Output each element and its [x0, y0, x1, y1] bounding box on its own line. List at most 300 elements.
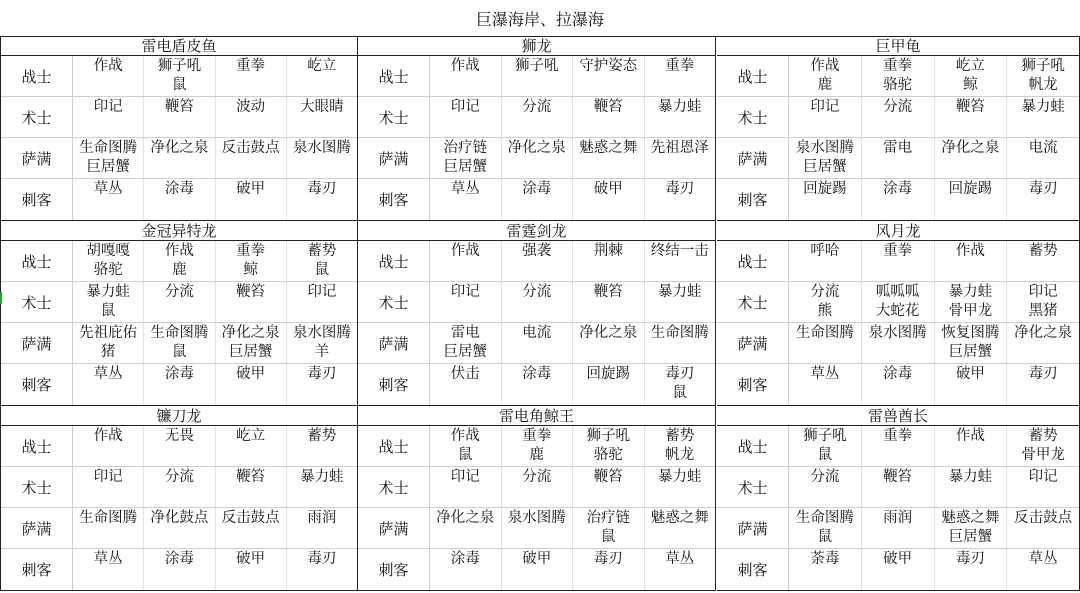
skill-name: 无畏: [164, 428, 194, 444]
skill-cell[interactable]: [789, 282, 862, 322]
pet-name: 鼠: [601, 529, 616, 545]
skill-cell[interactable]: [789, 426, 862, 466]
skill-name: 涂毒: [164, 551, 194, 567]
skill-name: 反击鼓点: [221, 510, 280, 526]
skill-cell[interactable]: [73, 549, 144, 590]
skill-name: 作战: [955, 243, 985, 259]
pet-name: 巨居蟹: [443, 344, 487, 360]
class-label: 萨满: [1, 138, 73, 178]
skill-cell[interactable]: [862, 97, 935, 137]
skill-cell[interactable]: [73, 426, 144, 466]
skill-name: 印记: [93, 469, 123, 485]
skill-cell[interactable]: [502, 549, 574, 590]
skill-cell[interactable]: [573, 323, 645, 363]
skill-cell[interactable]: [862, 56, 935, 96]
class-row: [358, 323, 715, 364]
class-row: [358, 282, 715, 323]
skill-name: 印记: [93, 99, 123, 115]
boss-name: 雷电角鲸王: [358, 406, 715, 426]
skill-cell[interactable]: [789, 97, 862, 137]
skill-cell[interactable]: [73, 179, 144, 220]
class-label: 萨满: [358, 138, 430, 178]
skill-cell[interactable]: [430, 179, 502, 220]
skill-name: 草丛: [810, 366, 840, 382]
skill-cell[interactable]: [935, 426, 1008, 466]
skill-cell[interactable]: [73, 97, 144, 137]
skill-name: 作战: [93, 428, 123, 444]
skill-cell[interactable]: [645, 138, 716, 178]
skill-name: 生命图腾: [795, 510, 854, 526]
skill-name: 泉水图腾: [795, 140, 854, 156]
skill-cell[interactable]: [216, 138, 287, 178]
class-row: [1, 179, 357, 220]
skill-name: 分流: [164, 469, 194, 485]
skill-name: 重拳: [883, 243, 913, 259]
skill-cell[interactable]: [573, 138, 645, 178]
skill-cell[interactable]: [862, 282, 935, 322]
skill-cell[interactable]: [502, 138, 574, 178]
skill-name: 净化之泉: [221, 325, 280, 341]
pet-name: 猪: [100, 344, 116, 360]
class-row: [1, 508, 357, 549]
skill-cell[interactable]: [144, 138, 215, 178]
skill-name: 净化之泉: [507, 140, 566, 156]
skill-cell[interactable]: [935, 179, 1008, 220]
class-label: 战士: [717, 426, 789, 466]
skill-name: 破甲: [236, 551, 266, 567]
skill-cell[interactable]: [573, 364, 645, 405]
skill-cell[interactable]: [502, 364, 574, 405]
skill-cell[interactable]: [287, 467, 357, 507]
skill-cell[interactable]: [144, 364, 215, 405]
skill-name: 蓄势: [307, 243, 337, 259]
class-label: 战士: [358, 241, 430, 281]
skill-name: 作战: [810, 58, 840, 74]
skill-cell[interactable]: [287, 323, 357, 363]
skill-cell[interactable]: [73, 56, 144, 96]
class-row: [358, 56, 715, 97]
skill-cell[interactable]: [502, 282, 574, 322]
skill-name: 伏击: [450, 366, 480, 382]
skill-name: 反击鼓点: [221, 140, 280, 156]
skill-cell[interactable]: [502, 426, 574, 466]
skill-name: 破甲: [236, 366, 266, 382]
class-label: 战士: [1, 56, 73, 96]
skill-cell[interactable]: [1007, 467, 1079, 507]
skill-name: 作战: [450, 58, 480, 74]
skill-cell[interactable]: [935, 549, 1008, 590]
skill-name: 魅惑之舞: [579, 140, 638, 156]
skill-cell[interactable]: [144, 467, 215, 507]
skill-name: 印记: [450, 469, 480, 485]
skill-cell[interactable]: [862, 323, 935, 363]
skill-cell[interactable]: [789, 56, 862, 96]
boss-block: [717, 406, 1080, 591]
skill-name: 生命图腾: [79, 510, 138, 526]
skill-name: 生命图腾: [79, 140, 138, 156]
pet-name: 巨居蟹: [228, 344, 273, 360]
class-label: 萨满: [717, 508, 789, 548]
skill-cell[interactable]: [430, 138, 502, 178]
skill-cell[interactable]: [573, 179, 645, 220]
skill-cell[interactable]: [73, 467, 144, 507]
skill-name: 重拳: [236, 243, 266, 259]
class-label: 刺客: [1, 179, 73, 220]
skill-cell[interactable]: [645, 323, 716, 363]
skill-cell[interactable]: [216, 549, 287, 590]
skill-name: 印记: [450, 99, 480, 115]
pet-name: 巨居蟹: [443, 159, 487, 175]
boss-name: 雷兽酋长: [717, 406, 1079, 426]
skill-cell[interactable]: [1007, 138, 1079, 178]
skill-name: 重拳: [883, 428, 913, 444]
skill-name: 破甲: [522, 551, 552, 567]
boss-block: [358, 36, 716, 221]
class-label: 刺客: [717, 179, 789, 220]
skill-cell[interactable]: [1007, 549, 1079, 590]
skill-cell[interactable]: [1007, 179, 1079, 220]
class-label: 刺客: [1, 364, 73, 405]
skill-cell[interactable]: [789, 508, 862, 548]
class-row: [358, 467, 715, 508]
skill-cell[interactable]: [862, 241, 935, 281]
skill-name: 毒刃: [1028, 181, 1058, 197]
skill-cell[interactable]: [430, 282, 502, 322]
skill-name: 印记: [1028, 469, 1058, 485]
class-label: 战士: [1, 241, 73, 281]
skill-name: 草丛: [93, 551, 123, 567]
skill-cell[interactable]: [645, 179, 716, 220]
skill-cell[interactable]: [935, 97, 1008, 137]
skill-cell[interactable]: [862, 467, 935, 507]
skill-cell[interactable]: [862, 426, 935, 466]
skill-cell[interactable]: [502, 97, 574, 137]
class-row: [717, 426, 1079, 467]
skill-name: 毒刃: [955, 551, 985, 567]
skill-cell[interactable]: [862, 549, 935, 590]
skill-cell[interactable]: [935, 508, 1008, 548]
skill-cell[interactable]: [502, 467, 574, 507]
skill-name: 屹立: [955, 58, 985, 74]
pet-name: 鼠: [817, 529, 833, 545]
skill-cell[interactable]: [502, 508, 574, 548]
class-row: [717, 549, 1079, 590]
skill-cell[interactable]: [935, 323, 1008, 363]
skill-cell[interactable]: [73, 323, 144, 363]
skill-cell[interactable]: [935, 467, 1008, 507]
skill-cell[interactable]: [1007, 97, 1079, 137]
pet-name: 鼠: [100, 303, 116, 319]
skill-cell[interactable]: [287, 282, 357, 322]
pet-name: 巨居蟹: [948, 529, 993, 545]
skill-cell[interactable]: [862, 179, 935, 220]
class-label: 术士: [1, 467, 73, 507]
skill-name: 蓄势: [1028, 428, 1058, 444]
skill-name: 魅惑之舞: [650, 510, 709, 526]
pet-name: 鹿: [529, 447, 544, 463]
skill-cell[interactable]: [144, 323, 215, 363]
skill-name: 草丛: [93, 181, 123, 197]
pet-name: 鹿: [817, 77, 833, 93]
skill-cell[interactable]: [430, 323, 502, 363]
skill-cell[interactable]: [789, 549, 862, 590]
skill-cell[interactable]: [935, 364, 1008, 405]
class-row: [1, 549, 357, 590]
skill-cell[interactable]: [287, 179, 357, 220]
skill-name: 先祖庇佑: [79, 325, 138, 341]
skill-name: 生命图腾: [650, 325, 709, 341]
skill-name: 雨润: [883, 510, 913, 526]
boss-block: [0, 406, 358, 591]
skill-cell[interactable]: [144, 97, 215, 137]
class-row: [717, 467, 1079, 508]
skill-cell[interactable]: [789, 241, 862, 281]
skill-cell[interactable]: [573, 282, 645, 322]
skill-name: 电流: [1028, 140, 1058, 156]
skill-name: 雷电: [883, 140, 913, 156]
skill-cell[interactable]: [645, 282, 716, 322]
class-row: [358, 364, 715, 405]
skill-cell[interactable]: [216, 323, 287, 363]
skill-cell[interactable]: [287, 56, 357, 96]
skill-cell[interactable]: [216, 97, 287, 137]
skill-cell[interactable]: [144, 56, 215, 96]
skill-cell[interactable]: [144, 241, 215, 281]
skill-cell[interactable]: [789, 138, 862, 178]
skill-cell[interactable]: [287, 549, 357, 590]
skill-name: 回旋踢: [803, 181, 847, 197]
skill-name: 泉水图腾: [292, 325, 351, 341]
skill-cell[interactable]: [73, 508, 144, 548]
skill-name: 印记: [307, 284, 337, 300]
skill-name: 涂毒: [883, 181, 913, 197]
skill-cell[interactable]: [430, 97, 502, 137]
skill-name: 作战: [164, 243, 194, 259]
skill-cell[interactable]: [73, 282, 144, 322]
boss-block: [717, 36, 1080, 221]
skill-cell[interactable]: [573, 241, 645, 281]
class-label: 刺客: [717, 364, 789, 405]
skill-cell[interactable]: [430, 56, 502, 96]
class-label: 萨满: [1, 323, 73, 363]
skill-name: 作战: [955, 428, 985, 444]
skill-cell[interactable]: [789, 364, 862, 405]
skill-cell[interactable]: [645, 56, 716, 96]
skill-cell[interactable]: [1007, 323, 1079, 363]
skill-cell[interactable]: [935, 282, 1008, 322]
skill-cell[interactable]: [73, 138, 144, 178]
skill-name: 作战: [450, 243, 480, 259]
pet-name: 鼠: [314, 262, 330, 278]
skill-name: 分流: [522, 469, 552, 485]
pet-name: 鼠: [458, 447, 473, 463]
skill-name: 蓄势: [665, 428, 695, 444]
skill-name: 重拳: [883, 58, 913, 74]
skill-cell[interactable]: [144, 549, 215, 590]
class-label: 术士: [358, 97, 430, 137]
skill-name: 反击鼓点: [1014, 510, 1073, 526]
class-label: 萨满: [358, 323, 430, 363]
skill-cell[interactable]: [144, 282, 215, 322]
class-row: [1, 467, 357, 508]
skill-name: 鞭笞: [955, 99, 985, 115]
skill-cell[interactable]: [502, 323, 574, 363]
skill-name: 狮子吼: [157, 58, 202, 74]
skill-cell[interactable]: [430, 549, 502, 590]
class-row: [358, 138, 715, 179]
skill-name: 毒刃: [593, 551, 623, 567]
skill-cell[interactable]: [216, 426, 287, 466]
skill-name: 暴力蛙: [1021, 99, 1065, 115]
boss-block: [0, 36, 358, 221]
skill-cell[interactable]: [935, 241, 1008, 281]
skill-name: 暴力蛙: [948, 284, 993, 300]
class-label: 术士: [1, 282, 73, 322]
skill-cell[interactable]: [573, 426, 645, 466]
skill-name: 大眼睛: [300, 99, 344, 115]
skill-name: 分流: [883, 99, 913, 115]
skill-name: 狮子吼: [515, 58, 559, 74]
skill-name: 净化之泉: [436, 510, 495, 526]
skill-cell[interactable]: [645, 97, 716, 137]
skill-cell[interactable]: [789, 323, 862, 363]
skill-name: 分流: [522, 284, 552, 300]
skill-cell[interactable]: [862, 138, 935, 178]
skill-name: 生命图腾: [150, 325, 209, 341]
skill-cell[interactable]: [430, 508, 502, 548]
skill-cell[interactable]: [216, 179, 287, 220]
skill-name: 印记: [1028, 284, 1058, 300]
skill-cell[interactable]: [502, 56, 574, 96]
skill-name: 破甲: [593, 181, 623, 197]
skill-cell[interactable]: [430, 426, 502, 466]
skill-name: 重拳: [236, 58, 266, 74]
skill-name: 鞭笞: [164, 99, 194, 115]
skill-name: 暴力蛙: [300, 469, 344, 485]
skill-cell[interactable]: [645, 549, 716, 590]
skill-cell[interactable]: [789, 179, 862, 220]
skill-name: 破甲: [883, 551, 913, 567]
skill-cell[interactable]: [73, 241, 144, 281]
skill-name: 涂毒: [883, 366, 913, 382]
skill-name: 涂毒: [450, 551, 480, 567]
class-row: [1, 241, 357, 282]
skill-name: 鞭笞: [593, 469, 623, 485]
class-label: 刺客: [1, 549, 73, 590]
skill-cell[interactable]: [1007, 241, 1079, 281]
skill-name: 暴力蛙: [658, 284, 702, 300]
skill-cell[interactable]: [287, 97, 357, 137]
class-row: [358, 179, 715, 220]
skill-cell[interactable]: [287, 508, 357, 548]
skill-cell[interactable]: [789, 467, 862, 507]
skill-name: 分流: [810, 284, 840, 300]
skill-name: 作战: [93, 58, 123, 74]
skill-cell[interactable]: [144, 508, 215, 548]
skill-cell[interactable]: [1007, 508, 1079, 548]
skill-cell[interactable]: [287, 364, 357, 405]
boss-name: 雷电盾皮鱼: [1, 36, 357, 56]
skill-name: 印记: [450, 284, 480, 300]
skill-cell[interactable]: [645, 467, 716, 507]
skill-cell[interactable]: [287, 426, 357, 466]
skill-name: 鞭笞: [236, 469, 266, 485]
skill-name: 先祖恩泽: [650, 140, 709, 156]
skill-cell[interactable]: [935, 56, 1008, 96]
skill-cell[interactable]: [144, 179, 215, 220]
boss-name: 巨甲龟: [717, 36, 1079, 56]
skill-cell[interactable]: [430, 467, 502, 507]
pet-name: 鲸: [963, 77, 978, 93]
skill-cell[interactable]: [216, 56, 287, 96]
class-row: [717, 179, 1079, 220]
skill-cell[interactable]: [573, 508, 645, 548]
skill-cell[interactable]: [645, 426, 716, 466]
class-label: 战士: [358, 426, 430, 466]
skill-name: 毒刃: [665, 366, 695, 382]
skill-cell[interactable]: [935, 138, 1008, 178]
skill-name: 暴力蛙: [948, 469, 993, 485]
skill-name: 净化之泉: [1014, 325, 1073, 341]
skill-cell[interactable]: [216, 282, 287, 322]
skill-cell[interactable]: [645, 508, 716, 548]
skill-cell[interactable]: [216, 467, 287, 507]
skill-cell[interactable]: [430, 364, 502, 405]
skill-name: 净化之泉: [579, 325, 638, 341]
pet-name: 骨甲龙: [1021, 447, 1065, 463]
pet-name: 鹿: [172, 262, 187, 278]
skill-cell[interactable]: [573, 97, 645, 137]
skill-cell[interactable]: [144, 426, 215, 466]
skill-cell[interactable]: [645, 241, 716, 281]
skill-cell[interactable]: [1007, 282, 1079, 322]
skill-cell[interactable]: [1007, 364, 1079, 405]
boss-block: [358, 221, 716, 406]
skill-cell[interactable]: [430, 241, 502, 281]
skill-name: 作战: [450, 428, 480, 444]
skill-cell[interactable]: [216, 508, 287, 548]
skill-cell[interactable]: [573, 56, 645, 96]
skill-name: 回旋踢: [948, 181, 993, 197]
skill-cell[interactable]: [287, 241, 357, 281]
skill-name: 草丛: [450, 181, 480, 197]
skill-name: 魅惑之舞: [941, 510, 1000, 526]
skill-cell[interactable]: [862, 364, 935, 405]
class-row: [1, 138, 357, 179]
skill-cell[interactable]: [502, 179, 574, 220]
skill-name: 暴力蛙: [658, 99, 702, 115]
skill-cell[interactable]: [573, 549, 645, 590]
skill-name: 泉水图腾: [868, 325, 927, 341]
skill-cell[interactable]: [573, 467, 645, 507]
skill-cell[interactable]: [862, 508, 935, 548]
skill-cell[interactable]: [216, 364, 287, 405]
skill-cell[interactable]: [287, 138, 357, 178]
skill-cell[interactable]: [216, 241, 287, 281]
skill-cell[interactable]: [73, 364, 144, 405]
skill-name: 毒刃: [307, 551, 337, 567]
class-row: [717, 241, 1079, 282]
skill-name: 胡嘎嘎: [86, 243, 130, 259]
skill-cell[interactable]: [645, 364, 716, 405]
skill-cell[interactable]: [1007, 56, 1079, 96]
skill-cell[interactable]: [1007, 426, 1079, 466]
class-label: 术士: [358, 282, 430, 322]
skill-name: 涂毒: [164, 366, 194, 382]
skill-name: 蓄势: [1028, 243, 1058, 259]
skill-name: 净化之泉: [150, 140, 209, 156]
skill-cell[interactable]: [502, 241, 574, 281]
